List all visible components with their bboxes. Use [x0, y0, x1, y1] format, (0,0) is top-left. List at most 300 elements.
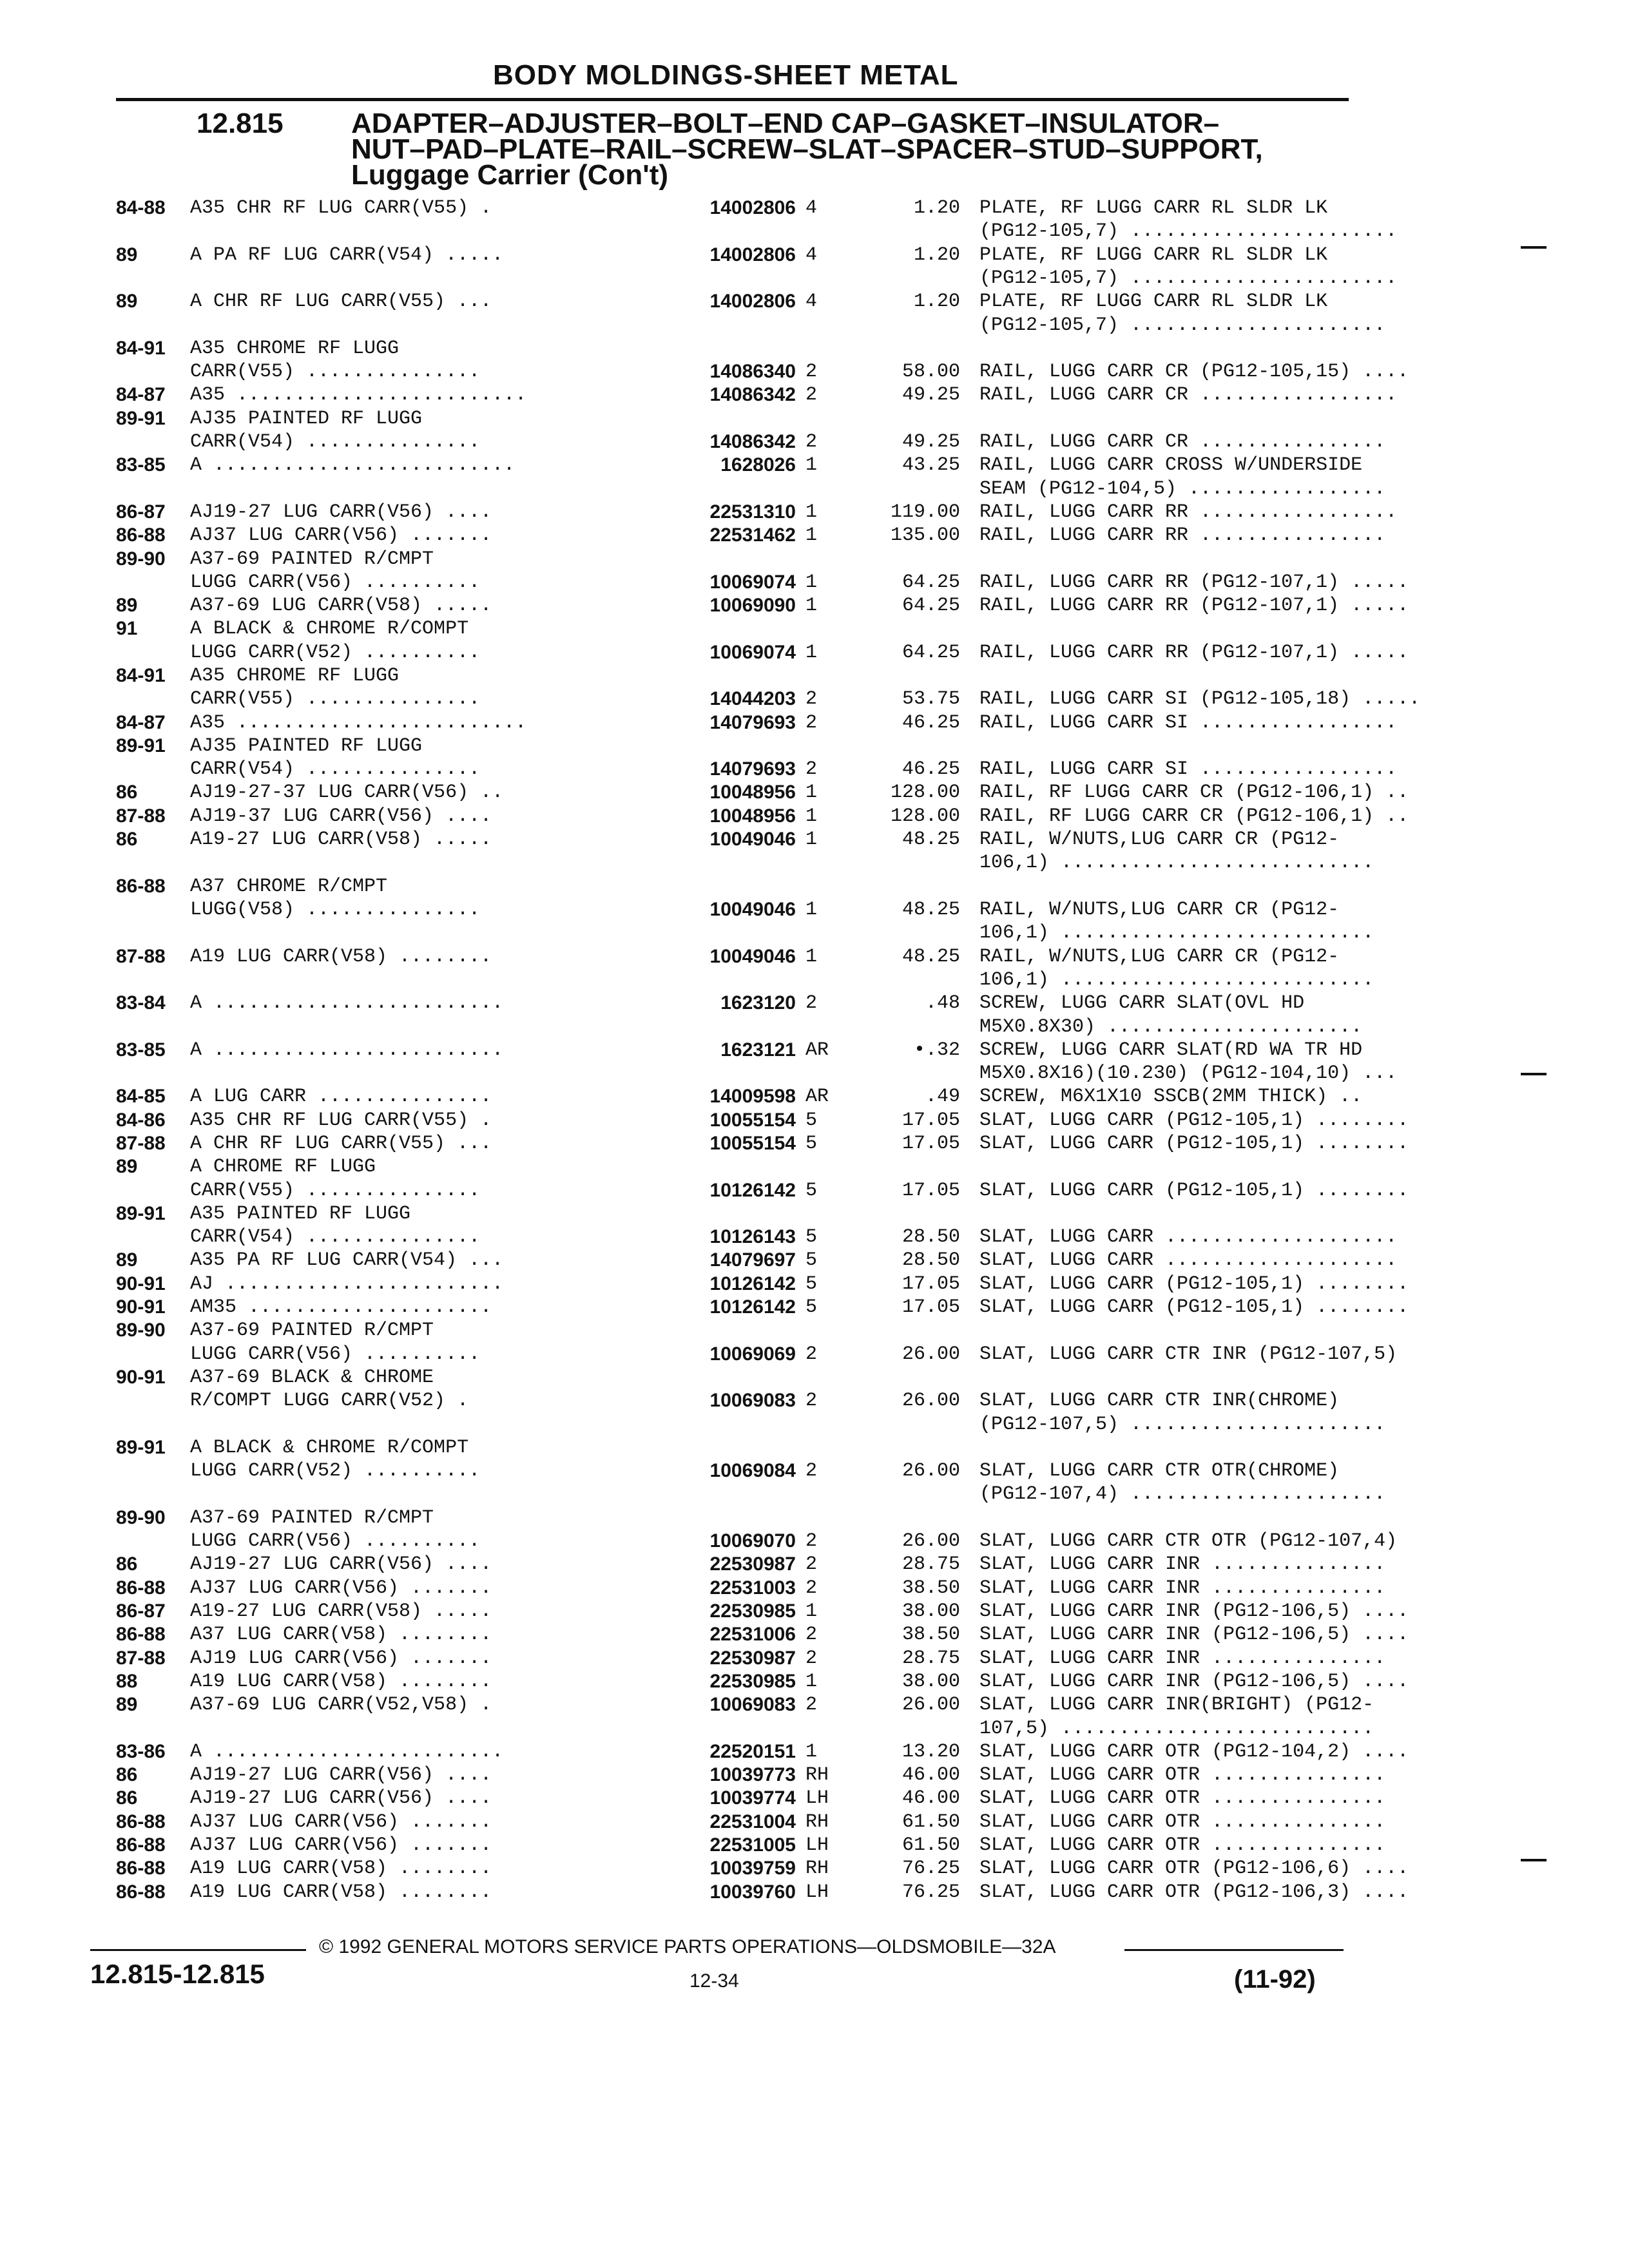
application-cell: R/COMPT LUGG CARR(V52) .	[190, 1390, 469, 1412]
part-number-cell: 22530985	[709, 1671, 796, 1692]
application-cell: AJ19-27 LUG CARR(V56) ....	[190, 1787, 492, 1809]
table-row	[116, 1857, 1409, 1880]
table-row	[116, 735, 1353, 758]
application-cell: LUGG CARR(V52) ..........	[190, 1460, 481, 1482]
table-row	[116, 851, 1374, 874]
application-cell: A ..........................	[190, 454, 516, 476]
page-heading: BODY MOLDINGS-SHEET METAL	[493, 59, 959, 91]
description-cell: RAIL, LUGG CARR RR ................	[979, 524, 1386, 546]
price-cell: 26.00	[901, 1694, 960, 1716]
description-cell: SLAT, LUGG CARR ....................	[979, 1249, 1398, 1271]
price-cell: 13.20	[901, 1741, 960, 1763]
table-row	[116, 524, 1386, 547]
table-row	[116, 1600, 1409, 1623]
table-row	[116, 1413, 1386, 1436]
part-number-cell: 14079693	[709, 758, 796, 780]
application-cell: A CHROME RF LUGG	[190, 1156, 376, 1178]
application-cell: LUGG CARR(V56) ..........	[190, 1343, 481, 1365]
part-number-cell: 10048956	[709, 805, 796, 827]
quantity-cell: 5	[805, 1133, 818, 1155]
quantity-cell: AR	[805, 1039, 829, 1061]
price-cell: •.32	[913, 1039, 960, 1061]
part-number-cell: 10039760	[709, 1881, 796, 1903]
quantity-cell: 2	[805, 431, 818, 453]
price-cell: 26.00	[901, 1460, 960, 1482]
table-row	[116, 337, 1353, 360]
part-number-cell: 10039774	[709, 1787, 796, 1809]
application-cell: A37-69 LUG CARR(V58) .....	[190, 595, 492, 617]
price-cell: 76.25	[901, 1881, 960, 1903]
price-cell: 17.05	[901, 1296, 960, 1318]
application-cell: LUGG(V58) ...............	[190, 899, 481, 921]
table-row	[116, 1717, 1374, 1740]
part-number-cell: 10055154	[709, 1133, 796, 1154]
description-cell: SCREW, LUGG CARR SLAT(RD WA TR HD	[979, 1039, 1363, 1061]
year-cell: 86-88	[116, 1577, 166, 1599]
table-row	[116, 1062, 1398, 1085]
application-cell: AJ19-27 LUG CARR(V56) ....	[190, 1553, 492, 1575]
application-cell: A CHR RF LUG CARR(V55) ...	[190, 291, 492, 312]
table-row	[116, 1553, 1386, 1576]
price-cell: 28.75	[901, 1553, 960, 1575]
year-cell: 86-87	[116, 1600, 166, 1622]
application-cell: A37-69 PAINTED R/CMPT	[190, 1507, 434, 1529]
quantity-cell: 2	[805, 384, 818, 406]
margin-mark	[1521, 246, 1547, 249]
application-cell: CARR(V54) ...............	[190, 758, 481, 780]
quantity-cell: 1	[805, 946, 818, 968]
price-cell: .49	[925, 1086, 960, 1108]
application-cell: AM35 .....................	[190, 1296, 492, 1318]
price-cell: 1.20	[913, 244, 960, 266]
year-cell: 89-91	[116, 1437, 166, 1458]
application-cell: A .........................	[190, 1039, 504, 1061]
table-row	[116, 1296, 1409, 1319]
part-number-cell: 22531462	[709, 524, 796, 546]
application-cell: A37 CHROME R/CMPT	[190, 876, 388, 898]
quantity-cell: 5	[805, 1110, 818, 1131]
description-cell: SLAT, LUGG CARR CTR OTR (PG12-107,4)	[979, 1530, 1398, 1552]
application-cell: CARR(V55) ...............	[190, 1180, 481, 1202]
year-cell: 86	[116, 1787, 138, 1809]
year-cell: 83-85	[116, 1039, 166, 1061]
year-cell: 86	[116, 782, 138, 803]
margin-mark	[1521, 1073, 1547, 1075]
price-cell: 135.00	[890, 524, 960, 546]
application-cell: AJ19-27 LUG CARR(V56) ....	[190, 1764, 492, 1786]
quantity-cell: 2	[805, 1553, 818, 1575]
application-cell: A37-69 BLACK & CHROME	[190, 1367, 434, 1389]
table-row	[116, 571, 1409, 594]
part-number-cell: 14002806	[709, 197, 796, 218]
quantity-cell: 2	[805, 992, 818, 1014]
quantity-cell: 2	[805, 1460, 818, 1482]
table-row	[116, 1109, 1409, 1132]
part-number-cell: 14044203	[709, 688, 796, 709]
price-cell: 49.25	[901, 384, 960, 406]
year-cell: 89-90	[116, 548, 166, 570]
part-number-cell: 10069069	[709, 1343, 796, 1365]
part-number-cell: 10055154	[709, 1110, 796, 1131]
part-number-cell: 14002806	[709, 291, 796, 312]
description-cell: PLATE, RF LUGG CARR RL SLDR LK	[979, 291, 1328, 312]
description-cell: RAIL, LUGG CARR RR (PG12-107,1) .....	[979, 595, 1409, 617]
section-title-line: NUT–PAD–PLATE–RAIL–SCREW–SLAT–SPACER–STUD–SUPPORT,	[351, 133, 1263, 165]
table-row	[116, 758, 1398, 781]
table-row	[116, 477, 1386, 501]
part-number-cell: 1623120	[720, 992, 796, 1014]
year-cell: 86-88	[116, 524, 166, 546]
table-row	[116, 1039, 1363, 1062]
application-cell: A35 .........................	[190, 384, 527, 406]
table-row	[116, 664, 1353, 687]
table-row	[116, 594, 1409, 617]
table-row	[116, 828, 1353, 851]
year-cell: 89-91	[116, 408, 166, 429]
application-cell: A .........................	[190, 992, 504, 1014]
table-row	[116, 1343, 1398, 1366]
part-number-cell: 10049046	[709, 829, 796, 850]
quantity-cell: AR	[805, 1086, 829, 1108]
application-cell: AJ ........................	[190, 1273, 504, 1295]
application-cell: A35 CHROME RF LUGG	[190, 665, 400, 687]
price-cell: 128.00	[890, 805, 960, 827]
part-number-cell: 10069074	[709, 572, 796, 593]
section-number: 12.815	[197, 108, 284, 139]
part-number-cell: 10126142	[709, 1273, 796, 1294]
price-cell: 64.25	[901, 642, 960, 664]
quantity-cell: 4	[805, 197, 818, 219]
table-row	[116, 1015, 1363, 1039]
year-cell: 84-87	[116, 384, 166, 405]
year-cell: 84-88	[116, 197, 166, 218]
section-title-line: Luggage Carrier (Con't)	[351, 159, 669, 191]
price-cell: 46.25	[901, 758, 960, 780]
description-cell: M5X0.8X16)(10.230) (PG12-104,10) ...	[979, 1062, 1398, 1084]
description-cell: SLAT, LUGG CARR INR ...............	[979, 1577, 1386, 1599]
description-cell: 106,1) ...........................	[979, 969, 1374, 991]
price-cell: 26.00	[901, 1390, 960, 1412]
quantity-cell: 5	[805, 1249, 818, 1271]
table-row	[116, 1577, 1386, 1600]
description-cell: RAIL, LUGG CARR SI .................	[979, 712, 1398, 734]
table-row	[116, 1366, 1353, 1389]
year-cell: 89	[116, 244, 138, 265]
part-number-cell: 14009598	[709, 1086, 796, 1107]
application-cell: CARR(V55) ...............	[190, 688, 481, 710]
part-number-cell: 10048956	[709, 782, 796, 803]
part-number-cell: 14086342	[709, 384, 796, 405]
part-number-cell: 14079693	[709, 712, 796, 733]
description-cell: (PG12-105,7) .......................	[979, 267, 1398, 289]
application-cell: A35 PAINTED RF LUGG	[190, 1203, 411, 1225]
price-cell: 38.00	[901, 1671, 960, 1693]
description-cell: SLAT, LUGG CARR INR ...............	[979, 1553, 1386, 1575]
part-number-cell: 22531004	[709, 1811, 796, 1832]
price-cell: 28.50	[901, 1226, 960, 1248]
year-cell: 86-88	[116, 1834, 166, 1856]
application-cell: AJ19-27-37 LUG CARR(V56) ..	[190, 782, 504, 803]
quantity-cell: 1	[805, 829, 818, 850]
table-row	[116, 1225, 1398, 1249]
application-cell: A19 LUG CARR(V58) ........	[190, 1858, 492, 1879]
quantity-cell: 1	[805, 1671, 818, 1693]
quantity-cell: 2	[805, 361, 818, 383]
price-cell: 38.50	[901, 1624, 960, 1646]
margin-mark	[1521, 1859, 1547, 1861]
table-row	[116, 383, 1398, 407]
description-cell: SLAT, LUGG CARR (PG12-105,1) ........	[979, 1133, 1409, 1155]
quantity-cell: 2	[805, 1343, 818, 1365]
year-cell: 89	[116, 1156, 138, 1177]
price-cell: 46.25	[901, 712, 960, 734]
quantity-cell: 1	[805, 524, 818, 546]
part-number-cell: 10069083	[709, 1390, 796, 1411]
table-row	[116, 1740, 1409, 1763]
year-cell: 89	[116, 1694, 138, 1715]
part-number-cell: 10039773	[709, 1764, 796, 1785]
application-cell: CARR(V54) ...............	[190, 431, 481, 453]
table-row	[116, 1483, 1386, 1506]
table-row	[116, 1132, 1409, 1155]
description-cell: SLAT, LUGG CARR INR (PG12-106,5) ....	[979, 1624, 1409, 1646]
part-number-cell: 14002806	[709, 244, 796, 265]
year-cell: 86	[116, 829, 138, 850]
application-cell: A37-69 PAINTED R/CMPT	[190, 1320, 434, 1341]
year-cell: 86-88	[116, 1881, 166, 1903]
table-row	[116, 617, 1353, 640]
quantity-cell: 1	[805, 572, 818, 593]
table-row	[116, 1085, 1363, 1108]
table-row	[116, 1530, 1398, 1553]
description-cell: SLAT, LUGG CARR INR (PG12-106,5) ....	[979, 1671, 1409, 1693]
application-cell: A19 LUG CARR(V58) ........	[190, 1881, 492, 1903]
description-cell: (PG12-105,7) ......................	[979, 314, 1386, 336]
year-cell: 89-91	[116, 1203, 166, 1224]
description-cell: RAIL, LUGG CARR SI (PG12-105,18) .....	[979, 688, 1421, 710]
price-cell: 48.25	[901, 946, 960, 968]
application-cell: A19 LUG CARR(V58) ........	[190, 946, 492, 968]
application-cell: A35 CHROME RF LUGG	[190, 338, 400, 360]
table-row	[116, 1763, 1386, 1787]
description-cell: SLAT, LUGG CARR CTR OTR(CHROME)	[979, 1460, 1340, 1482]
quantity-cell: 2	[805, 1624, 818, 1646]
table-row	[116, 921, 1374, 945]
description-cell: RAIL, LUGG CARR RR (PG12-107,1) .....	[979, 642, 1409, 664]
quantity-cell: 1	[805, 595, 818, 617]
table-row	[116, 360, 1409, 383]
application-cell: LUGG CARR(V56) ..........	[190, 1530, 481, 1552]
application-cell: AJ37 LUG CARR(V56) .......	[190, 1834, 492, 1856]
table-row	[116, 1787, 1386, 1810]
description-cell: RAIL, LUGG CARR RR .................	[979, 501, 1398, 523]
table-row	[116, 992, 1353, 1015]
part-number-cell: 10049046	[709, 946, 796, 967]
part-number-cell: 14079697	[709, 1249, 796, 1271]
part-number-cell: 10069074	[709, 642, 796, 663]
price-cell: 17.05	[901, 1180, 960, 1202]
application-cell: A BLACK & CHROME R/COMPT	[190, 1437, 469, 1459]
application-cell: AJ37 LUG CARR(V56) .......	[190, 1811, 492, 1833]
quantity-cell: 1	[805, 642, 818, 664]
quantity-cell: 5	[805, 1273, 818, 1295]
price-cell: 119.00	[890, 501, 960, 523]
quantity-cell: 1	[805, 899, 818, 921]
section-title-line: ADAPTER–ADJUSTER–BOLT–END CAP–GASKET–INSULATOR–	[351, 108, 1220, 139]
quantity-cell: 5	[805, 1296, 818, 1318]
table-row	[116, 430, 1386, 454]
price-cell: 64.25	[901, 595, 960, 617]
footer-rule-left	[90, 1949, 306, 1951]
description-cell: RAIL, W/NUTS,LUG CARR CR (PG12-	[979, 829, 1340, 850]
part-number-cell: 22530987	[709, 1648, 796, 1669]
quantity-cell: 2	[805, 1390, 818, 1412]
application-cell: LUGG CARR(V52) ..........	[190, 642, 481, 664]
price-cell: 28.50	[901, 1249, 960, 1271]
quantity-cell: 1	[805, 782, 818, 803]
price-cell: 76.25	[901, 1858, 960, 1879]
table-row	[116, 1319, 1353, 1342]
price-cell: 61.50	[901, 1811, 960, 1833]
year-cell: 83-86	[116, 1741, 166, 1762]
quantity-cell: 1	[805, 1600, 818, 1622]
table-row	[116, 1155, 1353, 1178]
description-cell: SEAM (PG12-104,5) .................	[979, 478, 1386, 500]
price-cell: 46.00	[901, 1764, 960, 1786]
table-row	[116, 1693, 1374, 1716]
year-cell: 86	[116, 1764, 138, 1785]
year-cell: 86	[116, 1553, 138, 1575]
year-cell: 87-88	[116, 805, 166, 827]
footer-section-range: 12.815-12.815	[90, 1959, 265, 1989]
description-cell: M5X0.8X30) ......................	[979, 1016, 1363, 1038]
part-number-cell: 10126143	[709, 1226, 796, 1247]
application-cell: A LUG CARR ...............	[190, 1086, 492, 1108]
table-row	[116, 1670, 1409, 1693]
year-cell: 91	[116, 618, 138, 639]
table-row	[116, 454, 1363, 477]
table-row	[116, 1834, 1386, 1857]
application-cell: AJ19-27 LUG CARR(V56) ....	[190, 501, 492, 523]
table-row	[116, 1436, 1353, 1459]
part-number-cell: 22531005	[709, 1834, 796, 1856]
description-cell: SLAT, LUGG CARR OTR ...............	[979, 1811, 1386, 1833]
application-cell: A19 LUG CARR(V58) ........	[190, 1671, 492, 1693]
description-cell: RAIL, W/NUTS,LUG CARR CR (PG12-	[979, 946, 1340, 968]
part-number-cell: 10126142	[709, 1180, 796, 1201]
application-cell: A PA RF LUG CARR(V54) .....	[190, 244, 504, 266]
price-cell: 48.25	[901, 899, 960, 921]
application-cell: A37 LUG CARR(V58) ........	[190, 1624, 492, 1646]
part-number-cell: 1628026	[720, 454, 796, 476]
price-cell: 17.05	[901, 1273, 960, 1295]
year-cell: 90-91	[116, 1367, 166, 1388]
table-row	[116, 1623, 1409, 1646]
application-cell: A37-69 LUG CARR(V52,V58) .	[190, 1694, 492, 1716]
description-cell: SLAT, LUGG CARR OTR ...............	[979, 1787, 1386, 1809]
part-number-cell: 14086340	[709, 361, 796, 382]
application-cell: A19-27 LUG CARR(V58) .....	[190, 1600, 492, 1622]
description-cell: SLAT, LUGG CARR (PG12-105,1) ........	[979, 1273, 1409, 1295]
part-number-cell: 10126142	[709, 1296, 796, 1318]
application-cell: AJ35 PAINTED RF LUGG	[190, 735, 423, 757]
quantity-cell: 1	[805, 805, 818, 827]
table-row	[116, 1179, 1409, 1202]
part-number-cell: 10069084	[709, 1460, 796, 1481]
table-row	[116, 1202, 1353, 1225]
quantity-cell: LH	[805, 1881, 829, 1903]
part-number-cell: 10069070	[709, 1530, 796, 1552]
description-cell: SLAT, LUGG CARR INR ...............	[979, 1648, 1386, 1669]
table-row	[116, 968, 1374, 992]
year-cell: 84-85	[116, 1086, 166, 1107]
year-cell: 89-91	[116, 735, 166, 756]
description-cell: SLAT, LUGG CARR (PG12-105,1) ........	[979, 1296, 1409, 1318]
part-number-cell: 10069083	[709, 1694, 796, 1715]
footer-rule-right	[1124, 1949, 1344, 1951]
table-row	[116, 1881, 1409, 1904]
year-cell: 83-85	[116, 454, 166, 476]
part-number-cell: 14086342	[709, 431, 796, 452]
part-number-cell: 22531006	[709, 1624, 796, 1645]
table-row	[116, 898, 1353, 921]
description-cell: RAIL, LUGG CARR RR (PG12-107,1) .....	[979, 572, 1409, 593]
section-title	[351, 108, 1447, 191]
table-row	[116, 407, 1353, 430]
year-cell: 87-88	[116, 1648, 166, 1669]
year-cell: 89-90	[116, 1507, 166, 1528]
quantity-cell: 2	[805, 688, 818, 710]
description-cell: SLAT, LUGG CARR OTR ...............	[979, 1764, 1386, 1786]
quantity-cell: 2	[805, 712, 818, 734]
year-cell: 89	[116, 595, 138, 616]
price-cell: 26.00	[901, 1343, 960, 1365]
table-row	[116, 197, 1353, 220]
top-rule	[116, 98, 1349, 101]
table-row	[116, 220, 1398, 243]
price-cell: 58.00	[901, 361, 960, 383]
price-cell: 1.20	[913, 291, 960, 312]
description-cell: RAIL, RF LUGG CARR CR (PG12-106,1) ..	[979, 805, 1409, 827]
description-cell: (PG12-107,4) ......................	[979, 1483, 1386, 1505]
description-cell: SLAT, LUGG CARR (PG12-105,1) ........	[979, 1110, 1409, 1131]
year-cell: 84-87	[116, 712, 166, 733]
application-cell: A35 CHR RF LUG CARR(V55) .	[190, 1110, 492, 1131]
application-cell: CARR(V54) ...............	[190, 1226, 481, 1248]
year-cell: 86-87	[116, 501, 166, 523]
description-cell: 107,5) ...........................	[979, 1718, 1374, 1740]
application-cell: A35 PA RF LUG CARR(V54) ...	[190, 1249, 504, 1271]
price-cell: 26.00	[901, 1530, 960, 1552]
part-number-cell: 1623121	[720, 1039, 796, 1061]
quantity-cell: 1	[805, 454, 818, 476]
quantity-cell: 2	[805, 758, 818, 780]
table-row	[116, 875, 1353, 898]
description-cell: PLATE, RF LUGG CARR RL SLDR LK	[979, 244, 1328, 266]
application-cell: A35 CHR RF LUG CARR(V55) .	[190, 197, 492, 219]
quantity-cell: LH	[805, 1834, 829, 1856]
table-row	[116, 945, 1353, 968]
quantity-cell: 5	[805, 1180, 818, 1202]
application-cell: A .........................	[190, 1741, 504, 1763]
year-cell: 90-91	[116, 1296, 166, 1318]
description-cell: RAIL, LUGG CARR SI .................	[979, 758, 1398, 780]
table-row	[116, 267, 1398, 290]
year-cell: 86-88	[116, 1858, 166, 1879]
table-row	[116, 314, 1386, 337]
footer-page-number: 12-34	[689, 1970, 739, 1992]
price-cell: 43.25	[901, 454, 960, 476]
